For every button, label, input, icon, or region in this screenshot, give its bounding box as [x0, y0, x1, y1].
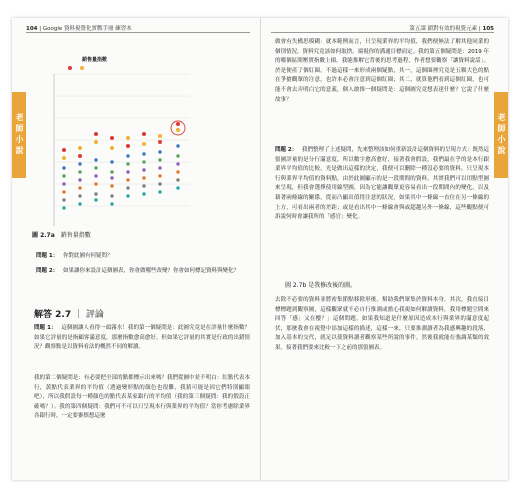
question-2 [36, 267, 244, 277]
right-page-number: 105 [482, 26, 494, 32]
right-paragraph-2-text: 我們整理了上述疑問，先來整理該如何重新設計這個資料的呈現方式：既然這張圖評量的是分行滿意度，所以數字愈高愈好，接著我會假設，我們最在乎的是本行跟業界平均值的比較，光是做出這樣的決定，我便可以刪除一種沒必要的資料，只呈現本行與業界平均值的資料點，由於此圖顯示的是一段期間的資料，其實我們可以用點型圖來呈現，但我會選擇使用線型圖，因為它能讓觀眾更容易看出一段期間內的變化，以及藉著兩條線的關係，從而凸顯出值得注意的狀況，如果其中一條線一直位在另一條線的上方，可看出兩者的差距；或是看出其中一條線會與或超越另外一條線，這些觀點便可訴說何時會讓我所的「感官」變化。 [275, 147, 490, 221]
legend-yellow [80, 66, 84, 70]
left-running-header: 104 | Google 資料視覺化實戰手冊 練習本 [26, 26, 132, 32]
question-2-text: 如果讓你來設計這個圖表，你會做哪些改變？你會如何標記資料與變化？ [63, 268, 240, 274]
section-heading: 解答 2.7 ｜ 評論 [34, 310, 104, 320]
right-running-header: 第五課 鎖對有效的視覺元素 | 105 [409, 26, 494, 32]
left-paragraph-1 [34, 324, 250, 353]
left-header-rule [26, 32, 250, 33]
right-paragraph-3-text: 去除不必要的資料並將密集節點移除形後，幫助我們眾集於資料本身，其次，我直接目標標題到觀察圖，這樣觀眾就不必自行推測或擔心我視如何解讀資料，我用標題空間來回答「感」又在樓？」這個問題，如果我知道是什麼原因造成本行與業界的滿意度起伏，那麼我會在視覺中添加這樣的描述，這樣一來，只要推測讀者為我感興趣的段落、加入基本的交代，就足以使資料讀者觀察某些所說的事件。然後我就能在強調某類的效果。接著我們要來比較一下之前的那張圖表。 [275, 297, 489, 351]
caption-label: 圖 2.7a [32, 232, 55, 239]
right-paragraph-1-text: 做會有失構思模糊：就本範例而言，只呈現業界的平均值，我們便無法了解其他同業的個別情況。資料究竟該如何取捨，端視你的溝通目標而定。我的第五個疑問是：2019 年的哪個區間壓實指數上揚，我能推解它背後的思考過程，作者想要觀察「讓資料說話」。於是便產了個紅圈。不過這樣一來形成兩個疑點，其一，這個圈裡究竟是五顆大色的點在爭搶觀眾的注意，也許本必會注意到這個紅圈；其二，就算他們看到這個紅圈，也可能不會去弄明白它的意義，個人敢推一個疑問是：這個圖究竟想表達什麼？它說了什麼故事？ [275, 39, 489, 103]
right-paragraph-3 [275, 296, 489, 354]
right-header-text: 鎖對有效的視覺元素 [427, 26, 478, 32]
right-header-rule [271, 32, 494, 33]
left-paragraph-1-label: 問題 1： [34, 325, 57, 331]
caption-text: 銷售量指數 [60, 232, 91, 239]
left-paragraph-2-text: 我的第二個疑問是：有必要把全部的點都標示出來嗎？我們從圖中並不明白：紅點代表本行，黃點代表業界的平均值（透過變形點的顏色也很難，我猜可能是因它們特別顯眼吧），所以我假設每一種顏色的點代表某家銀行的平均值（我的第三個疑問：我的假設正確嗎？）。我的第四個疑問：我們可不可以只呈現本行與業界的平均值？當你考慮除業界各銀行時，一定要審慎想這麼 [34, 375, 250, 420]
right-paragraph-2-label: 問題 2： [275, 147, 298, 153]
question-2-label: 問題 2： [36, 268, 59, 274]
right-side-tab: 老師小說 [494, 92, 508, 178]
left-paragraph-2 [34, 374, 250, 422]
figure-title: 銷售量指數 [82, 57, 108, 63]
right-header-chapter: 第五課 [409, 26, 426, 32]
question-1-label: 問題 1： [36, 253, 59, 259]
right-paragraph-1 [275, 38, 489, 105]
left-side-tab: 老師小說 [12, 92, 26, 178]
section-title: 評論 [85, 310, 104, 320]
left-page [12, 18, 260, 480]
legend-red [68, 66, 72, 70]
figure-legend [68, 66, 84, 70]
scatter-figure [32, 38, 202, 226]
right-page [261, 18, 508, 480]
right-paragraph-2 [275, 146, 489, 223]
figure-caption [32, 230, 91, 239]
question-1 [36, 252, 244, 262]
left-header-text: Google 資料視覺化實戰手冊 練習本 [42, 26, 132, 32]
left-page-number: 104 [26, 26, 38, 32]
right-subhead: 圖 2.7b 是我修改後的圖。 [285, 282, 357, 289]
figure-2-7a [32, 38, 202, 226]
book-spread [12, 18, 508, 480]
question-1-text: 你對此圖有何疑問？ [63, 253, 113, 259]
left-paragraph-1-text: 這個圖讓人看得一頭霧水！我的第一個疑問是：此圖究竟是在評量什麼指數？如果它評量的是指顧客滿意度，那麼指數愈高愈好。但如果它評量的其實是行政的出錯情況？觀察點是以資料看法的概然不同的解讀。 [34, 325, 250, 351]
section-number: 解答 2.7 [34, 310, 72, 320]
